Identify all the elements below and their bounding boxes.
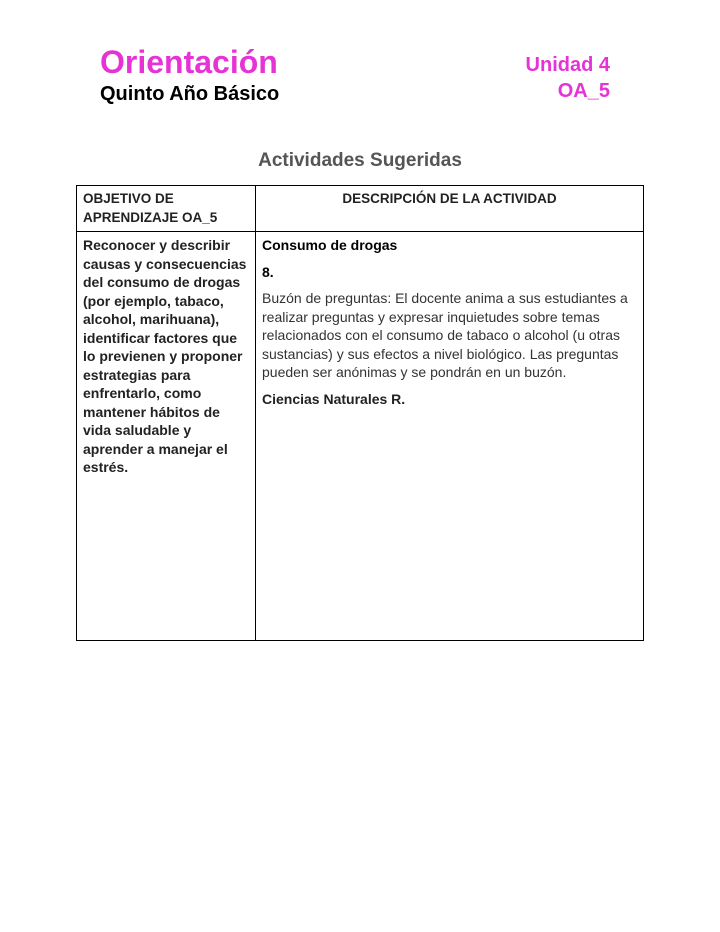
activity-column-header: DESCRIPCIÓN DE LA ACTIVIDAD bbox=[256, 186, 644, 232]
activity-subject: Ciencias Naturales R. bbox=[262, 390, 406, 407]
activity-number: 8. bbox=[262, 263, 274, 280]
activity-title: Consumo de drogas bbox=[262, 237, 398, 253]
activities-table bbox=[76, 185, 644, 641]
grade-subtitle: Quinto Año Básico bbox=[100, 83, 280, 105]
header-right bbox=[526, 52, 610, 104]
objective-cell: Reconocer y describir causas y consecuencias del consumo de drogas (por ejemplo, tabaco, alcohol, marihuana), identificar factores que lo previenen y proponer estrategias para enfrentarlo, como mantener hábitos de vida saludable y aprender a manejar el estrés. bbox=[77, 232, 256, 641]
activity-description: Buzón de preguntas: El docente anima a sus estudiantes a realizar preguntas y expresar inquietudes sobre temas relacionados con el consumo de tabaco o alcohol (u otras sustancias) y sus efectos a nivel biológico. Las preguntas pueden ser anónimas y se pondrán en un buzón. bbox=[262, 290, 628, 380]
table-header-row bbox=[77, 186, 644, 232]
activity-cell bbox=[256, 232, 644, 641]
header-left bbox=[100, 42, 279, 106]
section-title: Actividades Sugeridas bbox=[258, 150, 462, 171]
oa-label: OA_5 bbox=[557, 80, 610, 102]
unit-label: Unidad 4 bbox=[525, 54, 610, 76]
subject-title: Orientación bbox=[100, 44, 278, 80]
table-row bbox=[77, 232, 644, 641]
objective-column-header: OBJETIVO DE APRENDIZAJE OA_5 bbox=[77, 186, 256, 232]
